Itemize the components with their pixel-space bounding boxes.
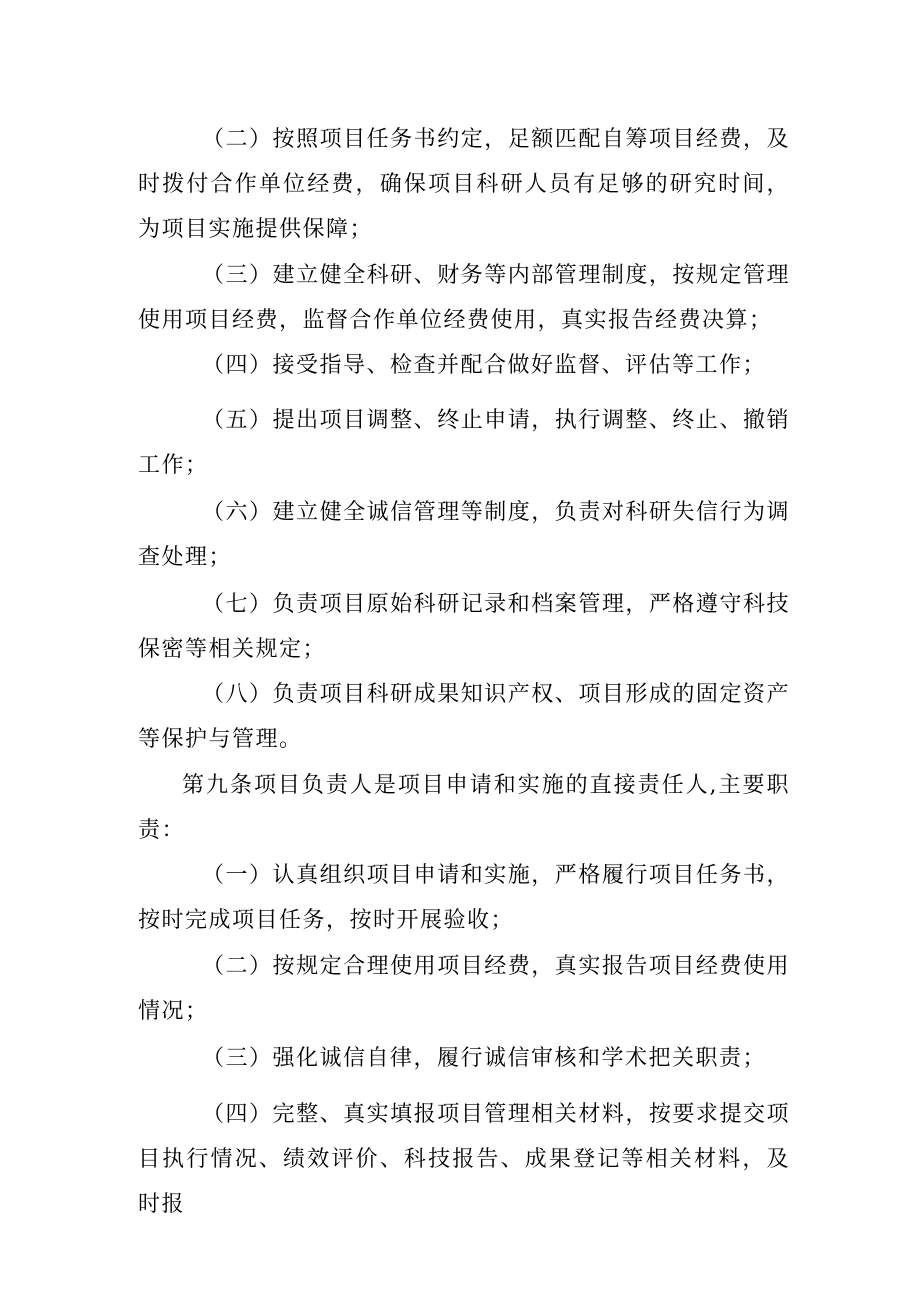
paragraph-duty-2-funds: （二）按规定合理使用项目经费，真实报告项目经费使用情况；	[138, 954, 790, 1024]
paragraph-article-9: 第九条项目负责人是项目申请和实施的直接责任人,主要职责：	[138, 773, 790, 843]
paragraph-item-8-ip: （八）负责项目科研成果知识产权、项目形成的固定资产等保护与管理。	[138, 682, 790, 752]
paragraph-item-5-adjustment: （五）提出项目调整、终止申请，执行调整、终止、撤销工作；	[138, 408, 790, 478]
paragraph-item-6-integrity: （六）建立健全诚信管理等制度，负责对科研失信行为调查处理；	[138, 500, 790, 570]
paragraph-item-4-supervision: （四）接受指导、检查并配合做好监督、评估等工作；	[202, 353, 767, 378]
paragraph-item-3-management-system: （三）建立健全科研、财务等内部管理制度，按规定管理使用项目经费，监督合作单位经费使用，真实报告经费决算；	[138, 263, 790, 333]
paragraph-duty-4-materials: （四）完整、真实填报项目管理相关材料，按要求提交项目执行情况、绩效评价、科技报告、成果登记等相关材料，及时报	[138, 1102, 790, 1217]
paragraph-item-2-funding: （二）按照项目任务书约定，足额匹配自筹项目经费，及时拨付合作单位经费，确保项目科研人员有足够的研究时间，为项目实施提供保障；	[138, 127, 790, 242]
paragraph-duty-1-organize: （一）认真组织项目申请和实施，严格履行项目任务书，按时完成项目任务，按时开展验收；	[138, 863, 790, 933]
paragraph-item-7-records: （七）负责项目原始科研记录和档案管理，严格遵守科技保密等相关规定；	[138, 592, 790, 662]
paragraph-duty-3-integrity: （三）强化诚信自律，履行诚信审核和学术把关职责；	[202, 1046, 767, 1071]
